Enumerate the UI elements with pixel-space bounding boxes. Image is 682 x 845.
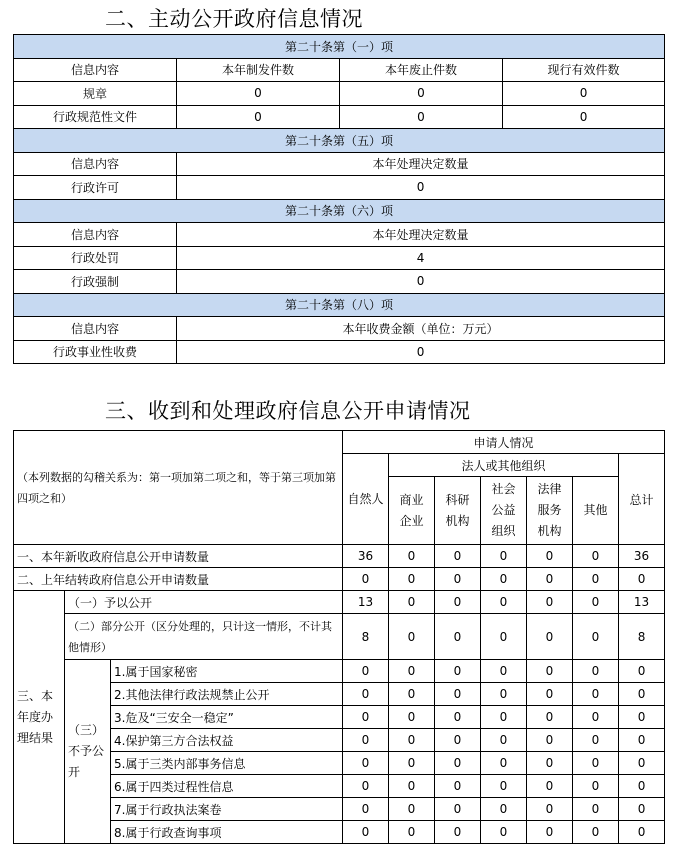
cell-value: 0: [573, 729, 619, 752]
cell-value: 0: [343, 729, 389, 752]
cell-value: 0: [343, 683, 389, 706]
column-header: 本年收费金额（单位：万元）: [177, 317, 665, 341]
cell-value: 0: [619, 568, 665, 591]
legal-entity-header: 法人或其他组织: [389, 454, 619, 477]
column-header: 法律服务机构: [527, 477, 573, 545]
table-row: [14, 82, 665, 106]
cell-value: 0: [619, 729, 665, 752]
cell-value: 0: [573, 568, 619, 591]
cell-value: 0: [481, 752, 527, 775]
cell-value: 0: [435, 752, 481, 775]
cell-value: 0: [481, 614, 527, 660]
row-label: 4.保护第三方合法权益: [111, 729, 343, 752]
row-label: 1.属于国家秘密: [111, 660, 343, 683]
cell-value: 0: [527, 798, 573, 821]
table-row: [14, 729, 665, 752]
cell-value: 0: [481, 798, 527, 821]
table-row: [14, 775, 665, 798]
row-label: 7.属于行政执法案卷: [111, 798, 343, 821]
cell-value: 0: [435, 591, 481, 614]
cell-value: 0: [177, 340, 665, 364]
row-label: 规章: [14, 82, 177, 106]
cell-value: 0: [389, 775, 435, 798]
cell-value: 0: [573, 752, 619, 775]
cell-value: 0: [435, 821, 481, 844]
table-row: [14, 591, 665, 614]
cell-value: 0: [503, 105, 665, 129]
cell-value: 0: [435, 660, 481, 683]
block-header: 第二十条第（五）项: [14, 129, 665, 153]
table-row: [14, 821, 665, 844]
cell-value: 0: [527, 706, 573, 729]
row-label: 一、本年新收政府信息公开申请数量: [14, 545, 343, 568]
cell-value: 0: [389, 683, 435, 706]
cell-value: 0: [343, 568, 389, 591]
cell-value: 0: [389, 660, 435, 683]
cell-value: 0: [527, 775, 573, 798]
result-group-label: 三、本年度办理结果: [14, 591, 65, 844]
cell-value: 0: [481, 706, 527, 729]
cell-value: 0: [343, 660, 389, 683]
column-header: 其他: [573, 477, 619, 545]
cell-value: 0: [343, 798, 389, 821]
cell-value: 0: [527, 568, 573, 591]
cell-value: 0: [177, 270, 665, 294]
table-row: [14, 568, 665, 591]
column-header: 本年废止件数: [340, 58, 503, 82]
table-row: [14, 340, 665, 364]
cell-value: 0: [481, 591, 527, 614]
natural-person-header: 自然人: [343, 454, 389, 545]
block-header: 第二十条第（六）项: [14, 199, 665, 223]
row-label: 行政处罚: [14, 246, 177, 270]
cell-value: 0: [177, 82, 340, 106]
column-header: 信息内容: [14, 58, 177, 82]
cell-value: 0: [481, 775, 527, 798]
block-header: 第二十条第（一）项: [14, 35, 665, 59]
cell-value: 0: [435, 706, 481, 729]
deny-group-label: （三）不予公开: [65, 660, 111, 844]
row-label: （二）部分公开（区分处理的，只计这一情形，不计其他情形）: [65, 614, 343, 660]
row-label: 5.属于三类内部事务信息: [111, 752, 343, 775]
column-header: 本年处理决定数量: [177, 152, 665, 176]
cell-value: 0: [573, 683, 619, 706]
proactive-disclosure-table: [13, 34, 665, 364]
table-row: [14, 246, 665, 270]
cell-value: 0: [573, 545, 619, 568]
applicant-header: 申请人情况: [343, 431, 665, 454]
cell-value: 0: [435, 729, 481, 752]
cell-value: 0: [435, 545, 481, 568]
section3-title: 三、收到和处理政府信息公开申请情况: [105, 399, 471, 423]
column-header: 社会公益组织: [481, 477, 527, 545]
table-row: [14, 176, 665, 200]
cell-value: 36: [343, 545, 389, 568]
total-header: 总计: [619, 454, 665, 545]
cell-value: 0: [481, 821, 527, 844]
table-row: [14, 706, 665, 729]
cell-value: 0: [340, 82, 503, 106]
cell-value: 0: [343, 821, 389, 844]
cell-value: 0: [573, 614, 619, 660]
cell-value: 0: [435, 683, 481, 706]
cell-value: 0: [435, 568, 481, 591]
cell-value: 0: [343, 706, 389, 729]
cell-value: 0: [389, 821, 435, 844]
application-handling-table: [13, 430, 665, 844]
table-row: [14, 545, 665, 568]
cell-value: 0: [177, 105, 340, 129]
cell-value: 0: [503, 82, 665, 106]
cell-value: 0: [527, 591, 573, 614]
table-row: [14, 105, 665, 129]
column-header: 现行有效件数: [503, 58, 665, 82]
cell-value: 0: [389, 729, 435, 752]
cell-value: 0: [573, 821, 619, 844]
cell-value: 0: [573, 775, 619, 798]
cell-value: 0: [481, 568, 527, 591]
row-label: 行政许可: [14, 176, 177, 200]
cell-value: 0: [481, 545, 527, 568]
cell-value: 0: [619, 821, 665, 844]
cell-value: 0: [527, 545, 573, 568]
cell-value: 0: [435, 798, 481, 821]
cell-value: 8: [619, 614, 665, 660]
cell-value: 0: [343, 752, 389, 775]
cell-value: 0: [619, 752, 665, 775]
cell-value: 0: [389, 545, 435, 568]
cell-value: 0: [481, 729, 527, 752]
cell-value: 0: [619, 798, 665, 821]
cell-value: 0: [340, 105, 503, 129]
column-header: 信息内容: [14, 223, 177, 247]
column-header: 信息内容: [14, 152, 177, 176]
column-header: 本年制发件数: [177, 58, 340, 82]
cell-value: 0: [481, 660, 527, 683]
cell-value: 13: [343, 591, 389, 614]
cell-value: 0: [573, 798, 619, 821]
cell-value: 0: [619, 775, 665, 798]
row-label: 8.属于行政查询事项: [111, 821, 343, 844]
cell-value: 4: [177, 246, 665, 270]
row-label: （一）予以公开: [65, 591, 343, 614]
cell-value: 36: [619, 545, 665, 568]
cell-value: 0: [389, 568, 435, 591]
reconciliation-note: （本列数据的勾稽关系为：第一项加第二项之和，等于第三项加第四项之和）: [14, 431, 343, 545]
cell-value: 13: [619, 591, 665, 614]
cell-value: 0: [435, 614, 481, 660]
cell-value: 0: [527, 683, 573, 706]
cell-value: 0: [619, 706, 665, 729]
cell-value: 0: [573, 660, 619, 683]
row-label: 6.属于四类过程性信息: [111, 775, 343, 798]
column-header: 本年处理决定数量: [177, 223, 665, 247]
cell-value: 0: [573, 591, 619, 614]
cell-value: 0: [389, 614, 435, 660]
row-label: 行政规范性文件: [14, 105, 177, 129]
row-label: 2.其他法律行政法规禁止公开: [111, 683, 343, 706]
cell-value: 0: [389, 706, 435, 729]
column-header: 信息内容: [14, 317, 177, 341]
cell-value: 0: [481, 683, 527, 706]
cell-value: 0: [619, 660, 665, 683]
cell-value: 0: [389, 591, 435, 614]
cell-value: 0: [619, 683, 665, 706]
cell-value: 0: [435, 775, 481, 798]
cell-value: 0: [527, 660, 573, 683]
table-row: [14, 683, 665, 706]
cell-value: 0: [343, 775, 389, 798]
cell-value: 0: [389, 798, 435, 821]
cell-value: 0: [527, 729, 573, 752]
table-row: [14, 660, 665, 683]
row-label: 行政强制: [14, 270, 177, 294]
section2-title: 二、主动公开政府信息情况: [105, 7, 363, 31]
column-header: 科研机构: [435, 477, 481, 545]
row-label: 3.危及“三安全一稳定”: [111, 706, 343, 729]
cell-value: 0: [527, 752, 573, 775]
table-row: [14, 798, 665, 821]
block-header: 第二十条第（八）项: [14, 293, 665, 317]
cell-value: 0: [573, 706, 619, 729]
table-row: [14, 270, 665, 294]
cell-value: 0: [527, 614, 573, 660]
row-label: 行政事业性收费: [14, 340, 177, 364]
cell-value: 0: [177, 176, 665, 200]
table-row: [14, 614, 665, 660]
cell-value: 0: [527, 821, 573, 844]
cell-value: 8: [343, 614, 389, 660]
column-header: 商业企业: [389, 477, 435, 545]
row-label: 二、上年结转政府信息公开申请数量: [14, 568, 343, 591]
cell-value: 0: [389, 752, 435, 775]
table-row: [14, 752, 665, 775]
